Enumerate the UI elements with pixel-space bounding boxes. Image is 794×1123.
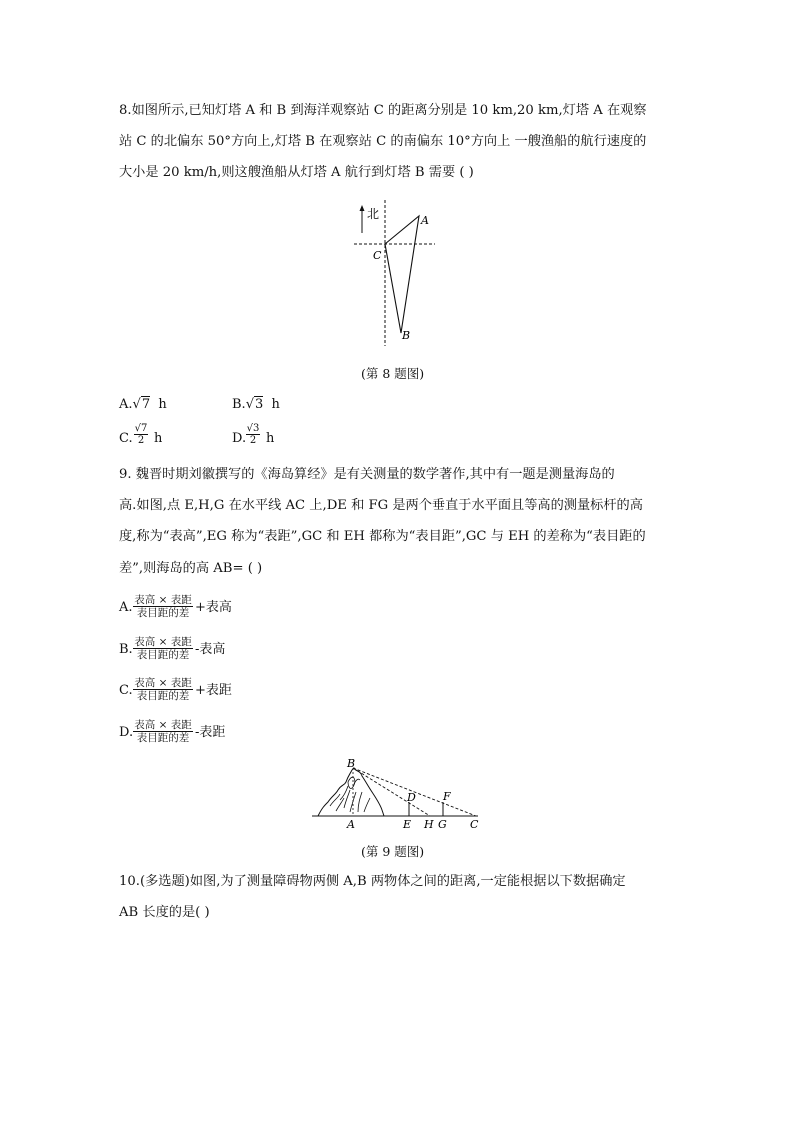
q9-text-line-4: 差”,则海岛的高 AB= ( ): [119, 561, 263, 576]
q9-figure: [310, 756, 490, 832]
q10-text-line-2: AB 长度的是( ): [119, 905, 210, 920]
sqrt-icon: √: [246, 423, 253, 434]
point-A-label: A: [421, 214, 429, 227]
q8-text-line-1: 8.如图所示,已知灯塔 A 和 B 到海洋观察站 C 的距离分别是 10 km,20 km,灯塔 A 在观察: [119, 103, 647, 118]
q9-label-G: G: [438, 818, 447, 831]
sqrt-icon: √: [245, 397, 254, 412]
q9-label-D: D: [407, 791, 416, 804]
q9-text-line-2: 高.如图,点 E,H,G 在水平线 AC 上,DE 和 FG 是两个垂直于水平面且等高的测量标杆的高: [119, 498, 643, 513]
sqrt-icon: √: [134, 423, 141, 434]
q9-caption: (第 9 题图): [361, 844, 425, 859]
north-label: 北: [367, 207, 380, 221]
sqrt-icon: √: [132, 397, 141, 412]
point-C-label: C: [373, 249, 382, 262]
q8-option-a[interactable]: A.√7 h: [119, 397, 167, 412]
q9-label-C: C: [470, 818, 479, 831]
q8-text-line-3: 大小是 20 km/h,则这艘渔船从灯塔 A 航行到灯塔 B 需要 ( ): [119, 165, 474, 180]
q9-text-line-1: 9. 魏晋时期刘徽撰写的《海岛算经》是有关测量的数学著作,其中有一题是测量海岛的: [119, 467, 615, 482]
q8-text-line-2: 站 C 的北偏东 50°方向上,灯塔 B 在观察站 C 的南偏东 10°方向上 一艘渔船的航行速度的: [119, 134, 647, 149]
q9-text-line-3: 度,称为“表高”,EG 称为“表距”,GC 和 EH 都称为“表目距”,GC 与 EH 的差称为“表目距的: [119, 529, 646, 544]
q9-label-E: E: [403, 818, 412, 831]
q10-text-line-1: 10.(多选题)如图,为了测量障碍物两侧 A,B 两物体之间的距离,一定能根据以下数据确定: [119, 874, 626, 889]
q8-option-b[interactable]: B.√3 h: [232, 397, 280, 412]
point-B-label: B: [402, 329, 411, 342]
q8-figure: [340, 198, 450, 348]
q9-label-F: F: [443, 790, 451, 803]
q9-label-B: B: [347, 757, 356, 770]
q9-label-H: H: [424, 818, 434, 831]
q8-caption: (第 8 题图): [361, 366, 425, 381]
q9-label-A: A: [347, 818, 355, 831]
